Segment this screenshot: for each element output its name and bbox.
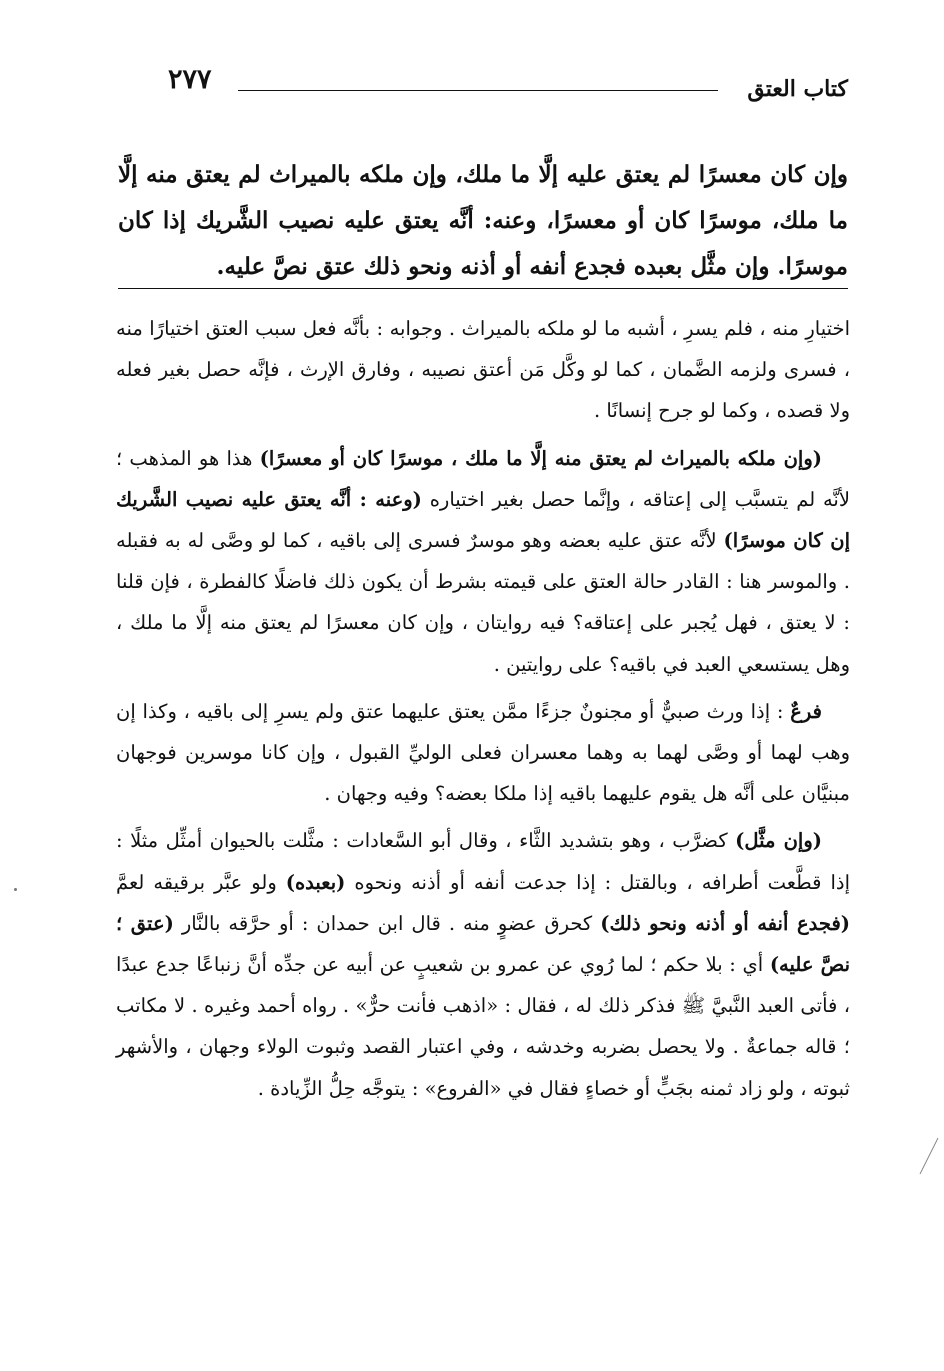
- quoted-text: (عتق ؛ نصَّ عليه): [116, 911, 851, 977]
- commentary-paragraph-3: [116, 691, 850, 815]
- commentary-text: هذا هو المذهب ؛ لأنَّه لم يتسبَّب إلى إعتاقه ، وإنَّما حصل بغير اختياره: [116, 446, 850, 511]
- commentary-paragraph-4: [116, 820, 850, 1108]
- commentary-text: كضرَّب ، وهو بتشديد الثَّاء ، وقال أبو السَّعادات : مثَّلت بالحيوان أمثِّل مثلًا : إذا قطَّعت أطرافه ، وبالقتل : إذا جدعت أنفه أو أذنه ونحوه: [116, 829, 850, 894]
- commentary-text: كحرق عضوٍ منه . قال ابن حمدان : أو حرَّقه بالنَّار: [173, 911, 601, 935]
- chapter-title: كتاب العتق: [747, 76, 848, 102]
- main-text-content: وإن كان معسرًا لم يعتق عليه إلَّا ما ملك، وإن ملكه بالميراث لم يعتق منه إلَّا ما ملك، موسرًا كان أو معسرًا، وعنه: أنَّه يعتق عليه نصيب الشَّريك إذا كان موسرًا. وإن مثَّل بعبده فجدع أنفه أو أذنه ونحو ذلك عتق نصَّ عليه.: [118, 161, 848, 280]
- margin-pencil-mark: [916, 1136, 940, 1176]
- section-label: فرعٌ: [790, 699, 822, 723]
- quoted-text: (وإن مثَّل): [735, 829, 822, 853]
- quoted-text: (فجدع أنفه أو أذنه ونحو ذلك): [600, 911, 850, 935]
- commentary-paragraph-1: [116, 308, 850, 432]
- quoted-text: (وإن ملكه بالميراث لم يعتق منه إلَّا ما ملك ، موسرًا كان أو معسرًا): [259, 446, 822, 470]
- main-text-divider: [118, 288, 848, 289]
- quoted-text: (بعبده): [285, 870, 346, 894]
- page-number: ٢٧٧: [168, 64, 212, 95]
- margin-dot: [14, 888, 17, 891]
- main-text: [118, 152, 848, 290]
- commentary-paragraph-2: [116, 438, 850, 685]
- commentary-text: ولو عبَّر برقيقه لعمَّ: [116, 870, 286, 894]
- commentary-text: لأنَّه عتق عليه بعضه وهو موسرٌ فسرى إلى باقيه ، كما لو وصَّى له به فقبله . والموسر هنا : القادر حالة العتق على قيمته بشرط أن يكون ذلك فاضلًا كالفطرة ، فإن قلنا : لا يعتق ، فهل يُجبر على إعتاقه؟ فيه روايتان ، وإن كان معسرًا لم يعتق منه إلَّا ما ملك ، وهل يستسعي العبد في باقيه؟ على روايتين .: [116, 529, 850, 676]
- header-rule: [238, 90, 718, 91]
- commentary-text: أي : بلا حكم ؛ لما رُوي عن عمرو بن شعيبٍ عن أبيه عن جدِّه أنَّ زنباعًا جدع عبدًا ، فأتى العبد النَّبيَّ ﷺ فذكر ذلك له ، فقال : «اذهب فأنت حرٌّ» . رواه أحمد وغيره . لا مكاتب ؛ قاله جماعةٌ . ولا يحصل بضربه وخدشه ، وفي اعتبار القصد وثبوت الولاء وجهان ، والأشهر ثبوته ، ولو زاد ثمنه بجَبٍّ أو خصاءٍ فقال في «الفروع» : يتوجَّه حِلُّ الزِّيادة .: [116, 953, 850, 1100]
- quoted-text: (وعنه : أنَّه يعتق عليه نصيب الشَّريك إن كان موسرًا): [116, 487, 850, 553]
- commentary: [116, 308, 850, 1115]
- commentary-paragraph-1-text: اختيارِ منه ، فلم يسرِ ، أشبه ما لو ملكه بالميراث . وجوابه : بأنَّه فعل سبب العتق اختيارًا منه ، فسرى ولزمه الضَّمان ، كما لو وكَّل مَن أعتق نصيبه ، وفارق الإرث ، فإنَّه حصل بغير فعله ولا قصده ، وكما لو جرح إنسانًا .: [116, 317, 850, 423]
- commentary-text: : إذا ورث صبيٌّ أو مجنونٌ جزءًا ممَّن يعتق عليهما عتق ولم يسرِ إلى باقيه ، وكذا إن وهب لهما أو وصَّى لهما به وهما معسران فعلى الوليِّ القبول ، وإن كانا موسرين فوجهان مبنيَّان على أنَّه هل يقوم عليهما باقيه إذا ملكا بعضه؟ وفيه وجهان .: [116, 699, 850, 806]
- page-header: [120, 62, 848, 106]
